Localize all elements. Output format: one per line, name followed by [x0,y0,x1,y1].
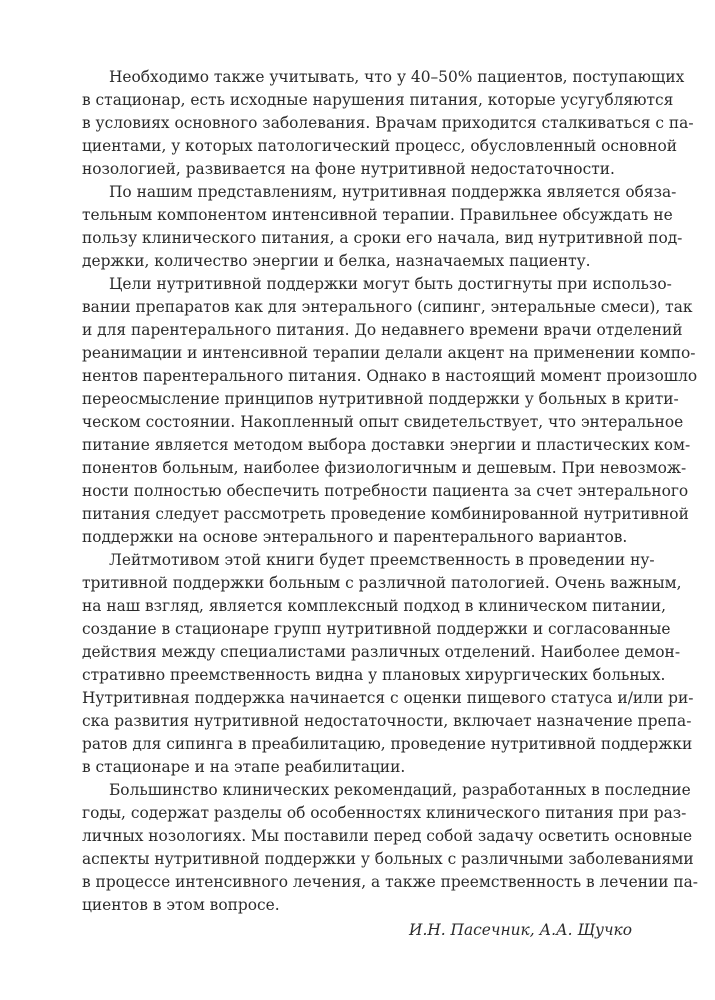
text-line: в процессе интенсивного лечения, а также преемственность в лечении па- [82,873,698,891]
text-line: реанимации и интенсивной терапии делали акцент на применении компо- [82,344,696,362]
text-line: ческом состоянии. Накопленный опыт свидетельствует, что энтеральное [82,413,684,431]
document-page [82,66,698,942]
text-line: Цели нутритивной поддержки могут быть достигнуты при использо- [109,275,672,293]
text-line: тельным компонентом интенсивной терапии. Правильнее обсуждать не [82,206,673,224]
text-line: создание в стационаре групп нутритивной поддержки и согласованные [82,620,671,638]
text-line: нозологией, развивается на фоне нутритивной недостаточности. [82,160,615,178]
text-line: ска развития нутритивной недостаточности, включает назначение препа- [82,712,692,730]
text-line: понентов больным, наиболее физиологичным и дешевым. При невозмож- [82,459,687,477]
text-line: ратов для сипинга в преабилитацию, проведение нутритивной поддержки [82,735,693,753]
text-line: вании препаратов как для энтерального (сипинг, энтеральные смеси), так [82,298,693,316]
text-line: циентами, у которых патологический процесс, обусловленный основной [82,137,677,155]
text-line: поддержки на основе энтерального и парентерального вариантов. [82,528,628,546]
text-line: действия между специалистами различных отделений. Наиболее демон- [82,643,681,661]
text-line: циентов в этом вопросе. [82,896,280,914]
text-line: держки, количество энергии и белка, назначаемых пациенту. [82,252,591,270]
text-line: питания следует рассмотреть проведение комбинированной нутритивной [82,505,689,523]
text-line: нентов парентерального питания. Однако в настоящий момент произошло [82,367,698,385]
text-line: Необходимо также учитывать, что у 40–50% пациентов, поступающих [109,68,685,86]
paragraph-3 [82,273,698,549]
text-line: в стационар, есть исходные нарушения питания, которые усугубляются [82,91,674,109]
text-line: Большинство клинических рекомендаций, разработанных в последние [109,781,691,799]
text-line: тритивной поддержки больным с различной патологией. Очень важным, [82,574,682,592]
text-line: Лейтмотивом этой книги будет преемственность в проведении ну- [109,551,655,569]
author-signature: И.Н. Пасечник, А.А. Щучко [409,921,632,939]
text-line: По нашим представлениям, нутритивная поддержка является обяза- [109,183,677,201]
text-line: ности полностью обеспечить потребности пациента за счет энтерального [82,482,689,500]
text-line: стративно преемственность видна у плановых хирургических больных. [82,666,666,684]
paragraph-4 [82,549,694,779]
text-line: годы, содержат разделы об особенностях клинического питания при раз- [82,804,687,822]
text-line: переосмысление принципов нутритивной поддержки у больных в крити- [82,390,679,408]
text-line: Нутритивная поддержка начинается с оценки пищевого статуса и/или ри- [82,689,694,707]
text-line: на наш взгляд, является комплексный подход в клиническом питании, [82,597,666,615]
text-line: в условиях основного заболевания. Врачам приходится сталкиваться с па- [82,114,694,132]
text-line: питание является методом выбора доставки энергии и пластических ком- [82,436,691,454]
text-line: личных нозологиях. Мы поставили перед собой задачу осветить основные [82,827,693,845]
paragraph-2 [82,181,683,273]
text-line: аспекты нутритивной поддержки у больных с различными заболеваниями [82,850,694,868]
text-line: в стационаре и на этапе реабилитации. [82,758,406,776]
text-line: пользу клинического питания, а сроки его начала, вид нутритивной под- [82,229,683,247]
paragraph-1 [82,66,694,181]
paragraph-5 [82,779,698,917]
text-line: и для парентерального питания. До недавнего времени врачи отделений [82,321,683,339]
